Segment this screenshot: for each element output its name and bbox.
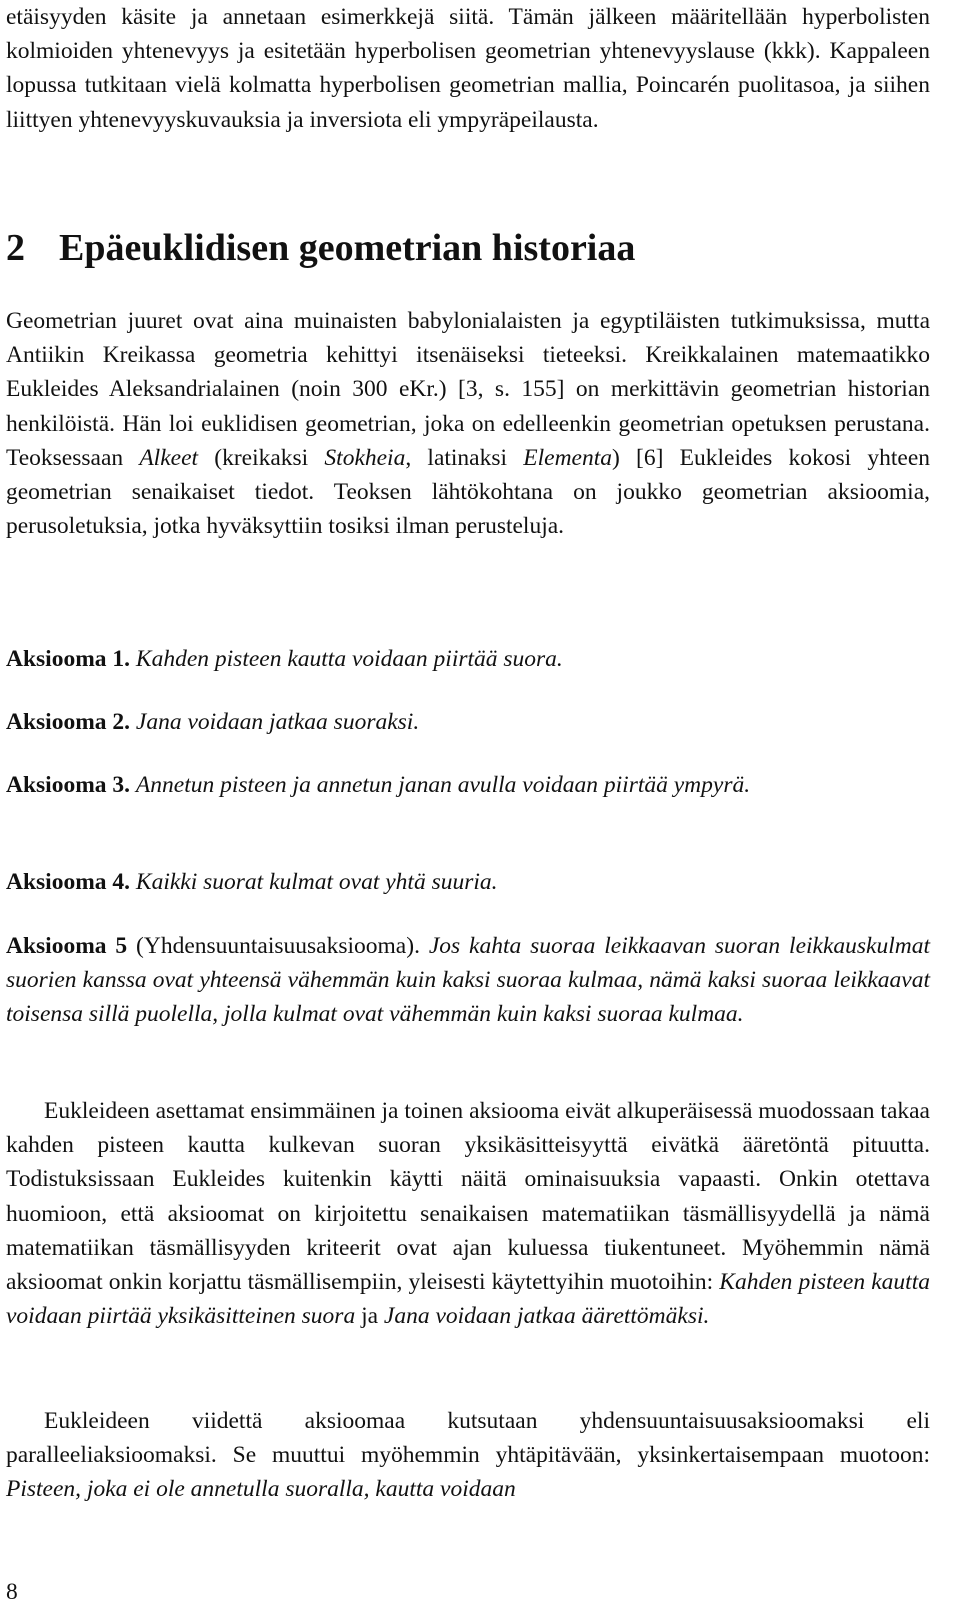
discussion-text-1: Eukleideen asettamat ensimmäinen ja toinen aksiooma eivät alkuperäisessä muodossaan takaa kahden pisteen kautta kulkevan suoran yksikäsitteisyyttä eivätkä ääretöntä pituutta. Todistuksissaan Eukleides kuitenkin käytti näitä ominaisuuksia vapaasti. Onkin otettava huomioon, että aksioomat on kirjoitettu senaikaisen matematiikan täsmällisyydellä ja nämä matematiikan täsmällisyyden kriteerit ovat ajan kuluessa tiukentuneet. Myöhemmin nämä aksioomat onkin korjattu täsmällisempiin, yleisesti käytettyihin muotoihin: [6,1098,930,1296]
axiom-label: Aksiooma 5 [6,933,128,959]
axiom-text: Kaikki suorat kulmat ovat yhtä suuria. [135,869,498,895]
fifth-emphasis-1: Pisteen, joka ei ole annetulla suoralla, kautta voidaan [6,1476,516,1503]
axiom-label: Aksiooma 1. [6,646,131,672]
book-title-alkeet: Alkeet [139,444,199,471]
discussion-emphasis-2: Jana voidaan jatkaa äärettömäksi. [383,1303,710,1330]
axiom-item [6,642,930,676]
history-text-4: ) [6] Eukleides kokosi yhteen geometrian senaikaiset tiedot. Teoksen lähtökohtana on joukko geometrian aksioomia, perusoletuksia, jotka hyväksyttiin tosiksi ilman perusteluja. [6,444,931,540]
history-text-3: , latinaksi [405,444,524,471]
axiom-text: Kahden pisteen kautta voidaan piirtää suora. [135,646,563,672]
fifth-axiom-paragraph [6,1404,930,1507]
axiom-label: Aksiooma 3. [6,772,131,798]
history-text-2: (kreikaksi [198,444,325,471]
history-text-1: Geometrian juuret ovat aina muinaisten babylonialaisten ja egyptiläisten tutkimuksissa, mutta Antiikin Kreikassa geometria kehittyi itsenäiseksi tieteeksi. Kreikkalainen matemaatikko Eukleides Aleksandrialainen (noin 300 eKr.) [3, s. 155] on merkittävin geometrian historian henkilöistä. Hän loi euklidisen geometrian, joka on edelleenkin geometrian opetuksen perustana. Teoksessaan [6,308,930,471]
axiom-label: Aksiooma 4. [6,869,131,895]
discussion-emphasis-1: Kahden pisteen kautta voidaan piirtää yksikäsitteinen suora [6,1269,930,1330]
section-heading [6,222,635,274]
axiom-item [6,768,930,802]
fifth-text-1: Eukleideen viidettä aksioomaa kutsutaan yhdensuuntaisuusaksioomaksi eli paralleeliaksioomaksi. Se muuttui myöhemmin yhtäpitävään, yksinkertaisempaan muotoon: [6,1408,930,1469]
axiom-item [6,705,930,739]
intro-paragraph-tail: etäisyyden käsite ja annetaan esimerkkejä siitä. Tämän jälkeen määritellään hyperbolisten kolmioiden yhtenevyys ja esitetään hyperbolisen geometrian yhtenevyyslause (kkk). Kappaleen lopussa tutkitaan vielä kolmatta hyperbolisen geometrian mallia, Poincarén puolitasoa, ja siihen liittyen yhtenevyyskuvauksia ja inversiota eli ympyräpeilausta. [6,4,930,133]
axiom-text: Jana voidaan jatkaa suoraksi. [135,709,420,735]
axiom-text: Annetun pisteen ja annetun janan avulla voidaan piirtää ympyrä. [135,772,751,798]
axiom-label: Aksiooma 2. [6,709,131,735]
book-title-elementa: Elementa [523,444,612,471]
history-paragraph [6,304,930,543]
section-number: 2 [6,227,25,269]
discussion-text-2: ja [355,1303,384,1330]
axiom-item [6,929,930,1032]
section-title: Epäeuklidisen geometrian historiaa [59,227,636,269]
axiom-item [6,865,930,899]
page-number: 8 [6,1579,18,1605]
discussion-paragraph [6,1094,930,1333]
axiom-note: (Yhdensuuntaisuusaksiooma). [127,933,420,959]
axiom-text: Jos kahta suoraa leikkaavan suoran leikkauskulmat suorien kanssa ovat yhteensä vähemmän kuin kaksi suoraa kulmaa, nämä kaksi suoraa leikkaavat toisensa sillä puolella, jolla kulmat ovat vähemmän kuin kaksi suoraa kulmaa. [6,933,931,1028]
book-title-stokheia: Stokheia [324,444,406,471]
